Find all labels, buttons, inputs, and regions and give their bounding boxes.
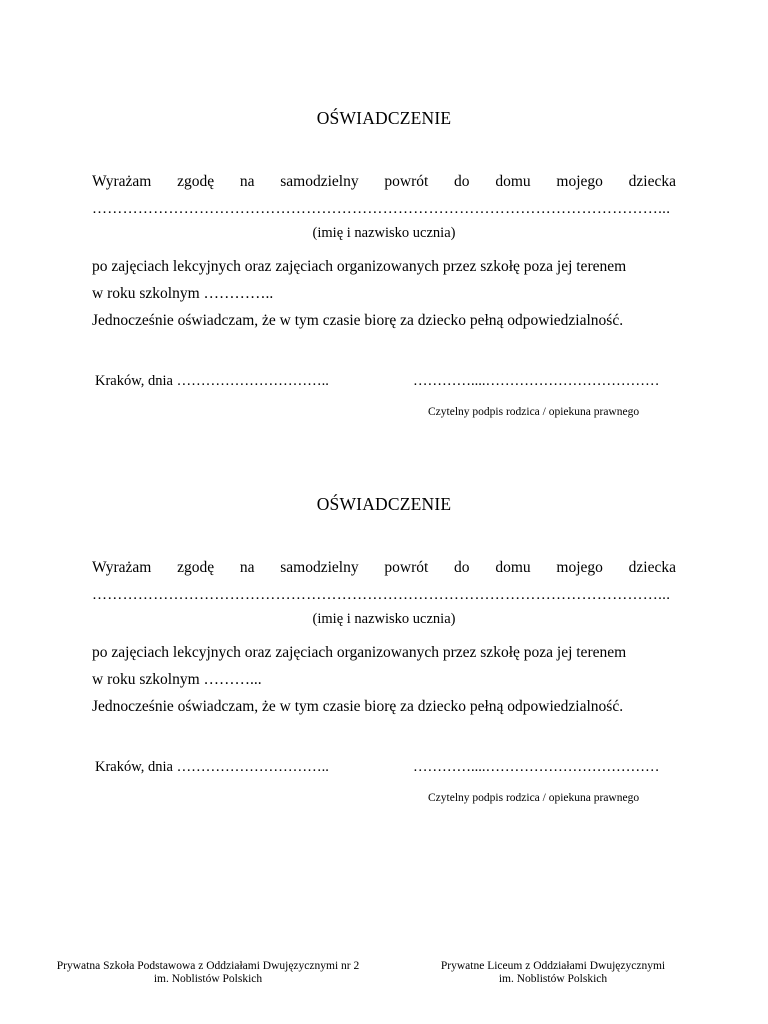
footer-primary-school-patron: im. Noblistów Polskich xyxy=(153,973,263,985)
school-year-field[interactable]: w roku szkolnym ………... xyxy=(92,671,262,688)
student-name-field[interactable]: …………………………………………………………………………………………………... xyxy=(92,587,671,603)
signature-field[interactable]: …………....……………………………… xyxy=(413,373,660,389)
signature-caption: Czytelny podpis rodzica / opiekuna prawnego xyxy=(428,406,640,418)
footer-primary-school-name: Prywatna Szkoła Podstawowa z Oddziałami Dwujęzycznymi nr 2 xyxy=(56,960,360,972)
declaration-1 xyxy=(0,108,768,448)
consent-statement: Wyrażam zgodę na samodzielny powrót do domu mojego dziecka xyxy=(92,173,676,190)
signature-field[interactable]: …………....……………………………… xyxy=(413,759,660,775)
declaration-title: OŚWIADCZENIE xyxy=(316,108,452,128)
footer-high-school-patron: im. Noblistów Polskich xyxy=(498,973,608,985)
after-classes-text: po zajęciach lekcyjnych oraz zajęciach organizowanych przez szkołę poza jej terenem xyxy=(92,258,627,275)
responsibility-statement: Jednocześnie oświadczam, że w tym czasie biorę za dziecko pełną odpowiedzialność. xyxy=(92,698,624,715)
footer-high-school-name: Prywatne Liceum z Oddziałami Dwujęzycznymi xyxy=(440,960,666,972)
student-name-caption: (imię i nazwisko ucznia) xyxy=(312,225,456,241)
place-date-field[interactable]: Kraków, dnia ………………………….. xyxy=(95,759,329,775)
footer-primary-school xyxy=(50,960,366,986)
declaration-2 xyxy=(0,494,768,834)
signature-caption: Czytelny podpis rodzica / opiekuna prawnego xyxy=(428,792,640,804)
place-date-field[interactable]: Kraków, dnia ………………………….. xyxy=(95,373,329,389)
student-name-caption: (imię i nazwisko ucznia) xyxy=(312,611,456,627)
consent-statement: Wyrażam zgodę na samodzielny powrót do domu mojego dziecka xyxy=(92,559,676,576)
declaration-title: OŚWIADCZENIE xyxy=(316,494,452,514)
student-name-field[interactable]: …………………………………………………………………………………………………... xyxy=(92,201,671,217)
footer-high-school xyxy=(425,960,681,986)
responsibility-statement: Jednocześnie oświadczam, że w tym czasie biorę za dziecko pełną odpowiedzialność. xyxy=(92,312,624,329)
school-year-field[interactable]: w roku szkolnym ………….. xyxy=(92,285,274,302)
after-classes-text: po zajęciach lekcyjnych oraz zajęciach organizowanych przez szkołę poza jej terenem xyxy=(92,644,627,661)
